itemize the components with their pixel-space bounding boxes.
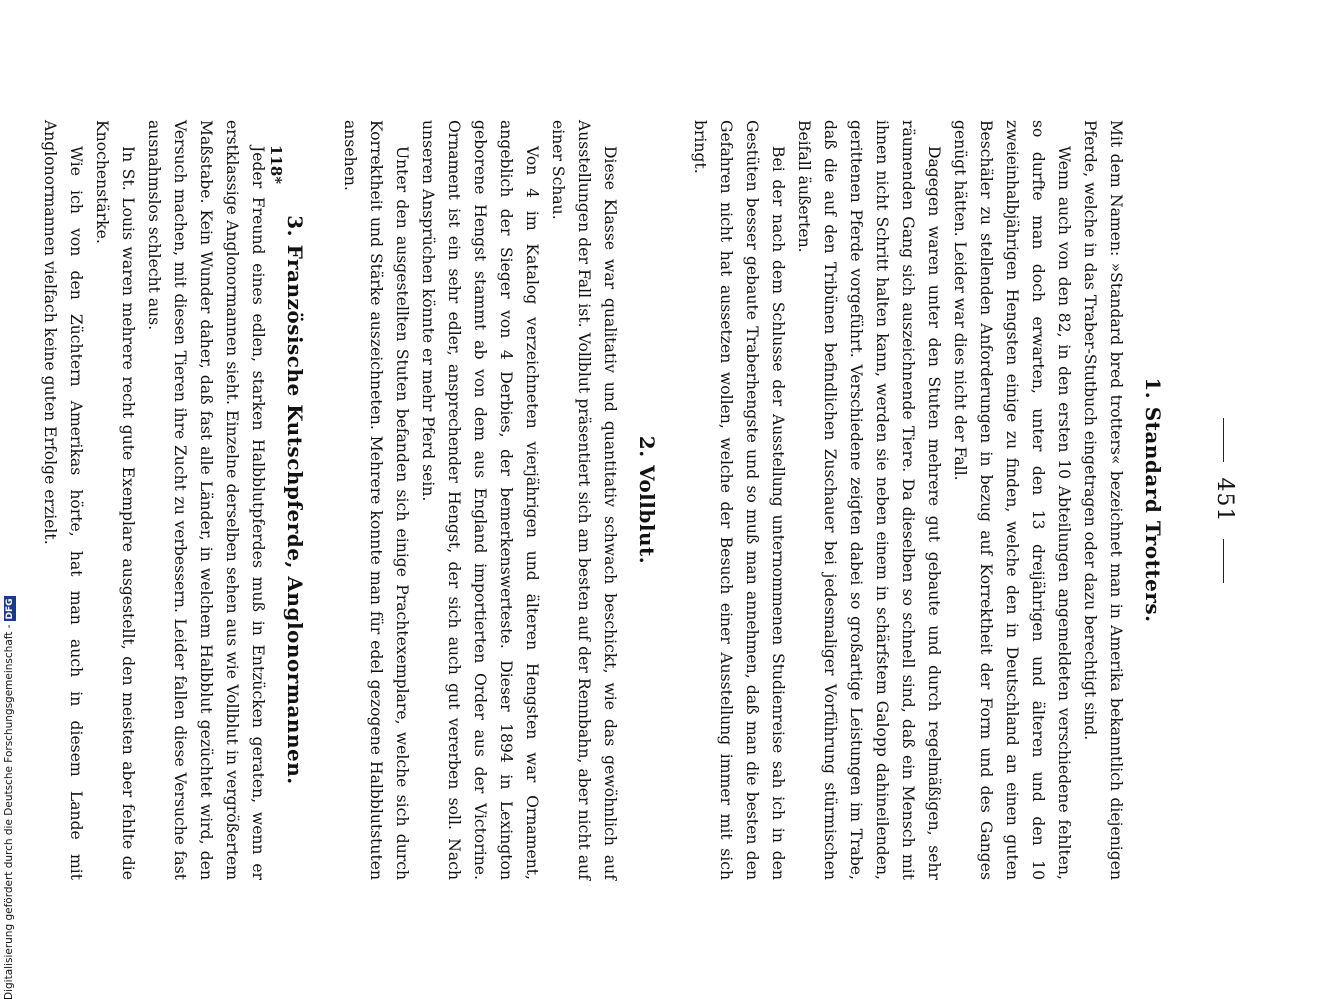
paragraph: Mit dem Namen: »Standard bred trotters« bezeichnet man in Amerika bekanntlich diejenigen Pferde, welche in das Traber-Stutbuch eingetragen oder dazu berechtigt sind.: [1081, 120, 1125, 880]
section-heading-3: 3. Französische Kutschpferde, Anglonormannen.: [283, 215, 307, 785]
paragraph: Wenn auch von den 82, in den ersten 10 Abteilungen angemeldeten verschiedene fehlten, so durfte man doch erwarten, unter den 13 dreijährigen und älteren und den 10 zweieinhalbjährigen Hengsten einige zu finden, welche den in Deutschland an einen guten Beschäler zu stellenden Anforderungen in bezug auf Korrektheit der Form und des Ganges genügt hätten. Leider war dies nicht der Fall.: [951, 120, 1073, 880]
page-content: [37, 120, 1165, 880]
digitization-credit: [2, 598, 16, 1000]
dash-left: [1224, 418, 1225, 462]
paragraph: Jeder Freund eines edlen, starken Halbblutpferdes muß in Entzücken geraten, wenn er erstklassige Anglonormannen sieht. Einzelne derselben sehen aus wie Vollblut in vergrößertem Maßstabe. Kein Wunder daher, daß fast alle Länder, in welchem Halbblut gezüchtet wird, den Versuch machen, mit diesen Tieren ihre Zucht zu verbessern. Leider fallen diese Versuche fast ausnahmslos schlecht aus.: [145, 120, 267, 880]
paragraph: Diese Klasse war qualitativ und quantitativ schwach beschickt, wie das gewöhnlich auf Ausstellungen der Fall ist. Vollblut präsentiert sich am besten auf der Rennbahn, aber nicht auf einer Schau.: [549, 120, 619, 880]
paragraph: Von 4 im Katalog verzeichneten vierjährigen und älteren Hengsten war Ornament, angeblich der Sieger von 4 Derbies, der bemerkenswerteste. Dieser 1894 in Lexington geborene Hengst stammt ab von dem aus England importierten Order aus der Victorine. Ornament ist ein sehr edler, ansprechender Hengst, der sich auch gut vererben soll. Nach unseren Ansprüchen könnte er mehr Pferd sein.: [419, 120, 541, 880]
page-number-text: 451: [1212, 477, 1237, 523]
paragraph: Dagegen waren unter den Stuten mehrere gut gebaute und durch regelmäßigen, sehr räumenden Gang sich auszeichnende Tiere. Da dieselben so schnell sind, daß ein Mensch mit ihnen nicht Schritt halten kann, werden sie neben einem in schärfstem Galopp dahineilenden, gerittenen Pferde vorgeführt. Verschiedene zeigten dabei so großartige Leistungen im Trabe, daß die auf den Tribünen befindlichen Zuschauer bei jedesmaliger Vorführung stürmischen Beifall äußerten.: [795, 120, 943, 880]
section-heading-2: 2. Vollblut.: [635, 435, 659, 565]
paragraph: Wie ich von den Züchtern Amerikas hörte, hat man auch in diesem Lande mit Anglonormannen vielfach keine guten Erfolge erzielt.: [41, 120, 85, 880]
page-number: [1212, 25, 1237, 975]
credit-text: Digitalisierung gefördert durch die Deutsche Forschungsgemeinschaft -: [3, 624, 15, 1000]
paragraph: Unter den ausgestellten Stuten befanden sich einige Prachtexemplare, welche sich durch Korrektheit und Stärke auszeichneten. Mehrere konnte man für edel gezogene Halbblutstuten ansehen.: [341, 120, 411, 880]
printer-signature: 118*: [267, 145, 285, 185]
rotated-page: [41, 25, 1265, 975]
dfg-logo: DFG: [5, 598, 15, 620]
section-heading-1: 1. Standard Trotters.: [1141, 377, 1165, 623]
paragraph: Bei der nach dem Schlusse der Ausstellung unternommenen Studienreise sah ich in den Gestüten besser gebaute Traberhengste und so muß man annehmen, daß man die besten den Gefahren nicht hat aussetzen wollen, welche der Besuch einer Ausstellung immer mit sich bringt.: [691, 120, 787, 880]
paragraph: In St. Louis waren mehrere recht gute Exemplare ausgestellt, den meisten aber fehlte die Knochenstärke.: [93, 120, 137, 880]
dash-right: [1224, 539, 1225, 583]
